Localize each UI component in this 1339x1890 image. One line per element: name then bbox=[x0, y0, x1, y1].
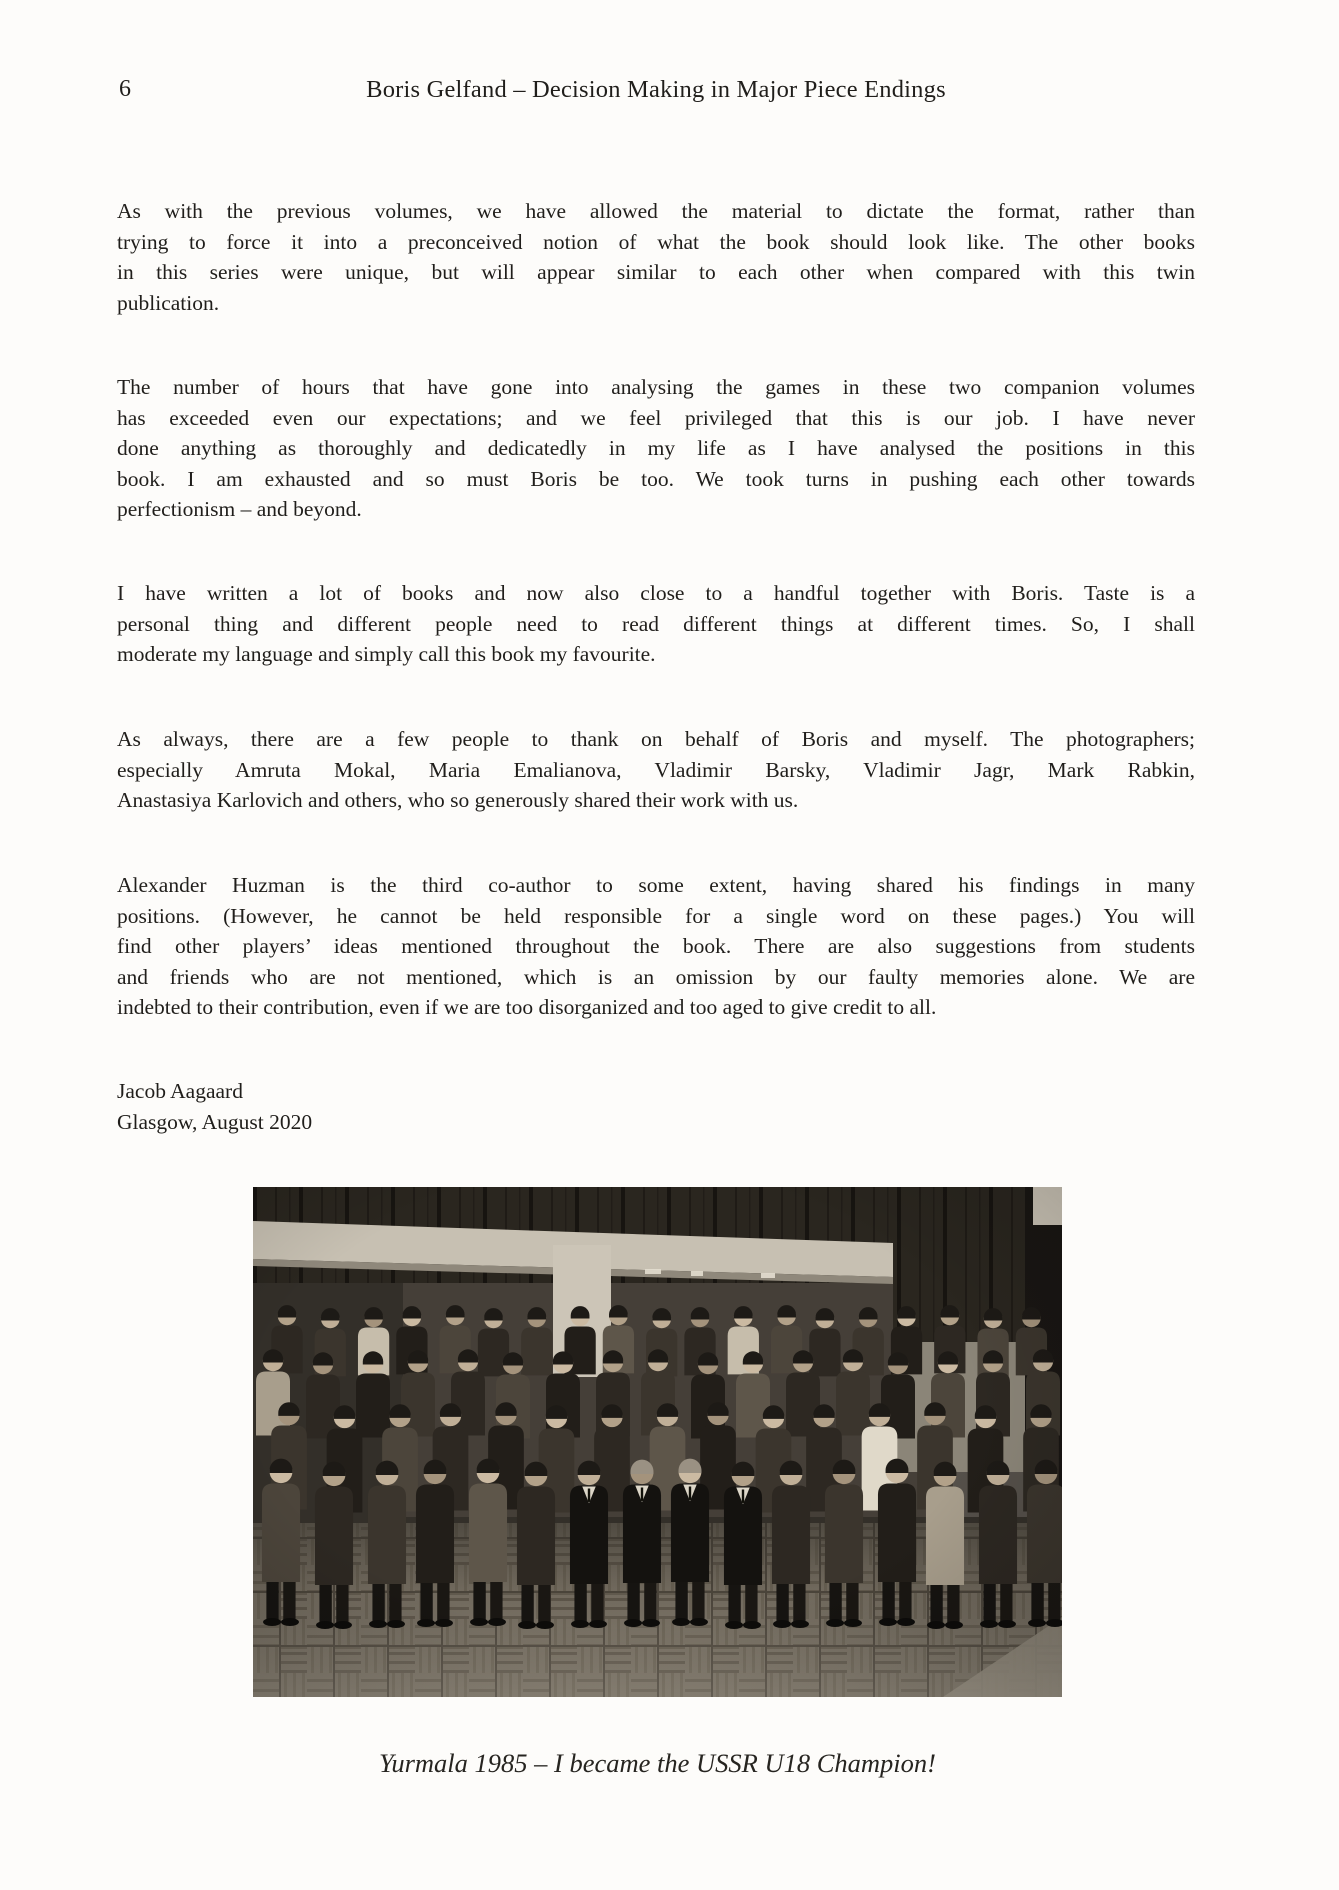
text-line: As always, there are a few people to thank on behalf of Boris and myself. The photographers; bbox=[117, 727, 1195, 751]
paragraph-4 bbox=[117, 724, 1195, 816]
text-line: trying to force it into a preconceived notion of what the book should look like. The other books bbox=[117, 229, 1195, 254]
text-line: personal thing and different people need to read different things at different times. So, I shall bbox=[117, 611, 1195, 636]
text-line: in this series were unique, but will appear similar to each other when compared with this twin bbox=[117, 260, 1195, 284]
page-number: 6 bbox=[119, 76, 131, 102]
text-line: done anything as thoroughly and dedicatedly in my life as I have analysed the positions in this bbox=[117, 436, 1195, 460]
paragraph-3 bbox=[117, 578, 1195, 670]
text-line: positions. (However, he cannot be held responsible for a single word on these pages.) You will bbox=[117, 903, 1195, 928]
text-line: indebted to their contribution, even if we are too disorganized and too aged to give credit to all. bbox=[117, 995, 937, 1019]
running-title: Boris Gelfand – Decision Making in Major Piece Endings bbox=[366, 76, 946, 103]
paragraph-5 bbox=[117, 870, 1195, 1023]
signature-name: Jacob Aagaard bbox=[117, 1079, 243, 1103]
text-line: especially Amruta Mokal, Maria Emalianova, Vladimir Barsky, Vladimir Jagr, Mark Rabkin, bbox=[117, 757, 1195, 782]
text-line: and friends who are not mentioned, which is an omission by our faulty memories alone. We are bbox=[117, 964, 1195, 989]
signature-block bbox=[117, 1076, 1195, 1137]
text-line: I have written a lot of books and now also close to a handful together with Boris. Taste is a bbox=[117, 581, 1195, 605]
text-line: has exceeded even our expectations; and we feel privileged that this is our job. I have never bbox=[117, 405, 1195, 430]
text-line: book. I am exhausted and so must Boris be too. We took turns in pushing each other towards bbox=[117, 466, 1195, 491]
page-header bbox=[117, 76, 1195, 110]
text-line: As with the previous volumes, we have allowed the material to dictate the format, rather than bbox=[117, 199, 1195, 223]
text-line: Alexander Huzman is the third co-author to some extent, having shared his findings in many bbox=[117, 873, 1195, 897]
text-line: find other players’ ideas mentioned throughout the book. There are also suggestions from students bbox=[117, 934, 1195, 958]
paragraph-2 bbox=[117, 372, 1195, 525]
text-line: moderate my language and simply call this book my favourite. bbox=[117, 642, 656, 666]
photo-caption: Yurmala 1985 – I became the USSR U18 Champion! bbox=[379, 1748, 936, 1778]
signature-place-date: Glasgow, August 2020 bbox=[117, 1109, 313, 1134]
text-line: publication. bbox=[117, 290, 220, 315]
text-line: perfectionism – and beyond. bbox=[117, 497, 362, 521]
group-photo-image bbox=[253, 1187, 1062, 1697]
text-line: The number of hours that have gone into analysing the games in these two companion volumes bbox=[117, 375, 1195, 399]
photo-vignette bbox=[253, 1187, 1062, 1697]
paragraph-1 bbox=[117, 196, 1195, 318]
text-line: Anastasiya Karlovich and others, who so generously shared their work with us. bbox=[117, 788, 799, 812]
group-photo bbox=[253, 1187, 1062, 1697]
